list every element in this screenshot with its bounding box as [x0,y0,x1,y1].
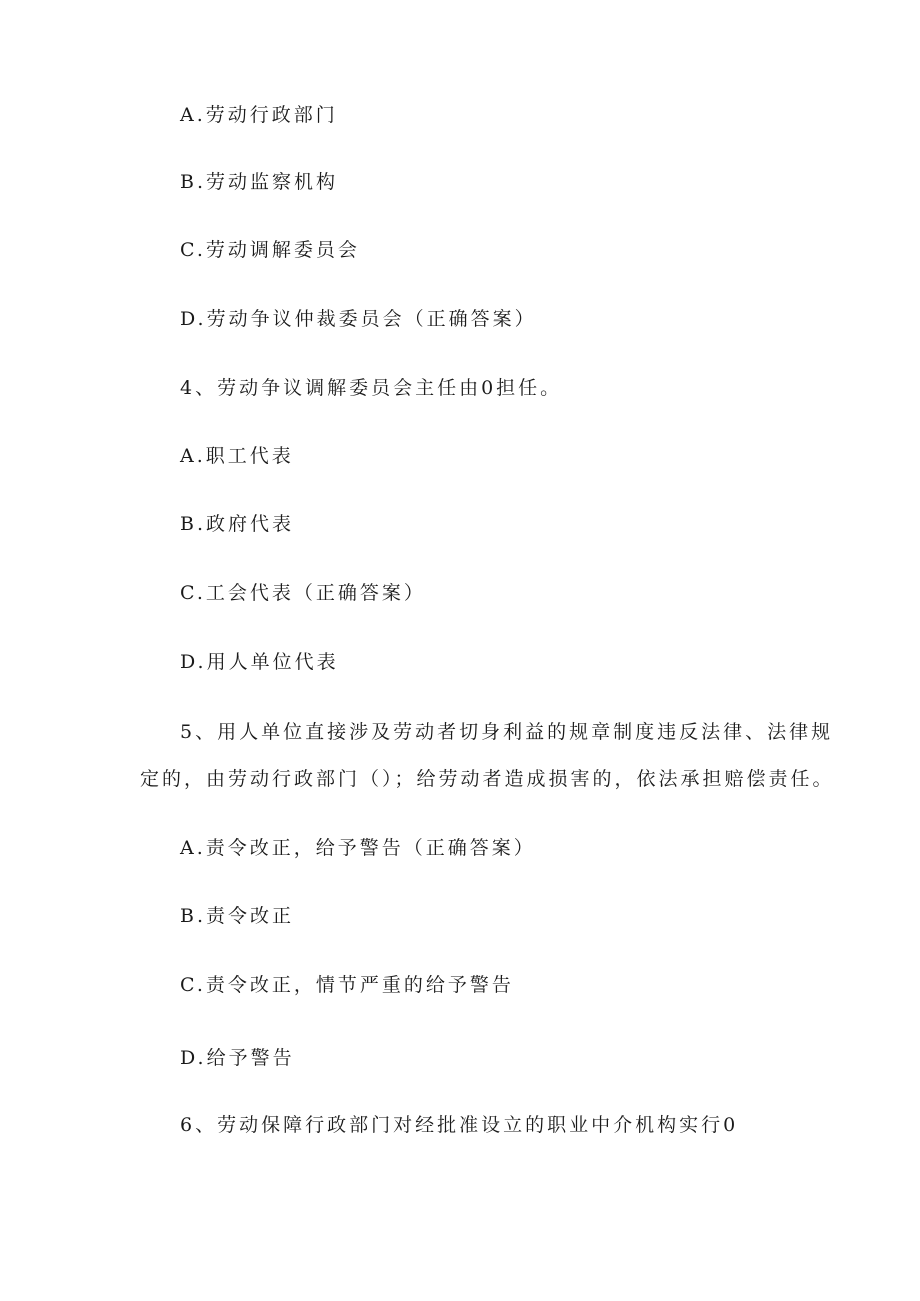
option-line: B.责令改正 [180,905,295,927]
question-line: 6、劳动保障行政部门对经批准设立的职业中介机构实行0 [180,1114,739,1136]
option-line: C.责令改正，情节严重的给予警告 [180,974,514,996]
option-line: C.工会代表（正确答案） [180,582,426,604]
question-continuation-line: 定的，由劳动行政部门（）；给劳动者造成损害的，依法承担赔偿责任。 [140,768,835,790]
question-line: 4、劳动争议调解委员会主任由0担任。 [180,377,563,399]
option-line: D.给予警告 [180,1047,295,1069]
option-line: C.劳动调解委员会 [180,239,360,261]
option-line: D.用人单位代表 [180,651,339,673]
option-line: D.劳动争议仲裁委员会（正确答案） [180,308,537,330]
option-line: A.责令改正，给予警告（正确答案） [180,837,536,859]
option-line: B.劳动监察机构 [180,171,339,193]
question-line: 5、用人单位直接涉及劳动者切身利益的规章制度违反法律、法律规 [180,721,834,743]
option-line: A.职工代表 [180,445,294,467]
option-line: A.劳动行政部门 [180,104,338,126]
option-line: B.政府代表 [180,513,295,535]
